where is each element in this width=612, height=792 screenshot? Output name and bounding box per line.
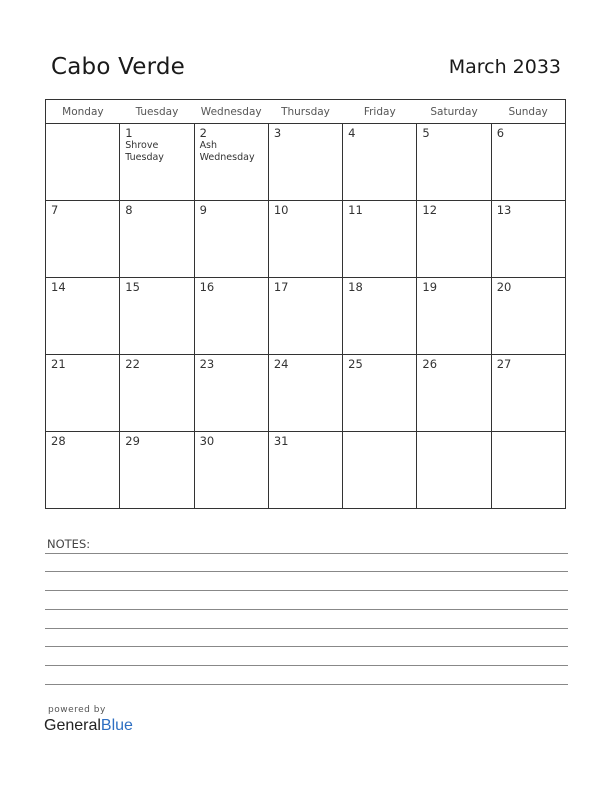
notes-label: NOTES: — [47, 537, 91, 551]
day-cell[interactable] — [268, 278, 342, 355]
day-number: 5 — [422, 126, 430, 140]
day-number: 7 — [51, 203, 59, 217]
day-number: 17 — [273, 280, 289, 294]
day-cell[interactable] — [343, 432, 417, 509]
day-number: 18 — [348, 280, 363, 294]
day-number: 1 — [125, 126, 133, 140]
note-line — [45, 646, 568, 647]
day-number: 2 — [199, 126, 207, 140]
day-cell[interactable] — [120, 355, 194, 432]
day-number: 12 — [422, 203, 438, 217]
weekday-wednesday: Wednesday — [194, 100, 268, 124]
day-number: 14 — [51, 280, 66, 294]
day-number: 21 — [51, 357, 66, 371]
day-cell[interactable] — [491, 278, 565, 355]
day-number: 3 — [273, 126, 282, 140]
day-number: 30 — [199, 434, 215, 448]
day-number: 8 — [125, 203, 133, 217]
day-number: 28 — [51, 434, 66, 448]
day-number: 24 — [273, 357, 289, 371]
day-cell[interactable] — [120, 124, 194, 201]
country-title: Cabo Verde — [51, 54, 186, 80]
weekday-monday: Monday — [46, 100, 120, 124]
day-number: 4 — [348, 126, 356, 140]
generalblue-logo[interactable] — [44, 717, 133, 735]
day-number: 26 — [422, 357, 438, 371]
weekday-thursday: Thursday — [268, 100, 342, 124]
day-number: 13 — [496, 203, 512, 217]
day-number: 15 — [125, 280, 140, 294]
day-number: 29 — [125, 434, 140, 448]
day-cell[interactable] — [120, 432, 194, 509]
day-cell[interactable] — [343, 201, 417, 278]
day-cell[interactable] — [268, 432, 342, 509]
week-row — [46, 432, 566, 509]
day-cell[interactable] — [491, 124, 565, 201]
day-cell[interactable] — [491, 201, 565, 278]
day-cell[interactable] — [194, 124, 268, 201]
day-cell[interactable] — [491, 432, 565, 509]
weekday-saturday: Saturday — [417, 100, 491, 124]
day-number: 31 — [273, 434, 289, 448]
note-line — [45, 590, 568, 591]
brand-general: General — [44, 717, 101, 734]
note-line — [45, 609, 568, 610]
weekday-sunday: Sunday — [491, 100, 565, 124]
weekday-tuesday: Tuesday — [120, 100, 194, 124]
day-cell[interactable] — [46, 432, 120, 509]
day-cell[interactable] — [46, 201, 120, 278]
note-line — [45, 628, 568, 629]
day-number: 27 — [496, 357, 512, 371]
note-line — [45, 571, 568, 572]
week-row — [46, 355, 566, 432]
day-cell[interactable] — [46, 278, 120, 355]
powered-by-text: powered by — [48, 705, 106, 715]
holiday-label: Shrove Tuesday — [125, 140, 164, 163]
day-cell[interactable] — [491, 355, 565, 432]
day-cell[interactable] — [194, 201, 268, 278]
day-number: 22 — [125, 357, 140, 371]
weekday-header-row — [46, 100, 566, 124]
brand-blue: Blue — [100, 717, 133, 734]
day-number: 20 — [496, 280, 512, 294]
day-cell[interactable] — [417, 124, 491, 201]
day-cell[interactable] — [417, 278, 491, 355]
day-cell[interactable] — [417, 355, 491, 432]
day-number: 9 — [199, 203, 207, 217]
day-cell[interactable] — [194, 432, 268, 509]
day-cell[interactable] — [417, 432, 491, 509]
calendar-grid — [45, 99, 566, 509]
day-number: 25 — [348, 357, 363, 371]
day-number: 11 — [348, 203, 363, 217]
week-row — [46, 278, 566, 355]
day-number: 23 — [199, 357, 215, 371]
day-cell[interactable] — [268, 124, 342, 201]
day-cell[interactable] — [268, 355, 342, 432]
day-cell[interactable] — [120, 278, 194, 355]
day-cell[interactable] — [268, 201, 342, 278]
day-cell[interactable] — [343, 124, 417, 201]
week-row — [46, 124, 566, 201]
month-year-title: March 2033 — [448, 56, 561, 78]
day-number: 6 — [496, 126, 505, 140]
day-number: 10 — [273, 203, 289, 217]
day-cell[interactable] — [120, 201, 194, 278]
week-row — [46, 201, 566, 278]
day-cell[interactable] — [194, 278, 268, 355]
weekday-friday: Friday — [343, 100, 417, 124]
day-number: 16 — [199, 280, 215, 294]
day-cell[interactable] — [417, 201, 491, 278]
day-number: 19 — [422, 280, 438, 294]
note-line — [45, 553, 568, 554]
note-line — [45, 684, 568, 685]
holiday-label: Ash Wednesday — [199, 140, 255, 163]
day-cell[interactable] — [46, 355, 120, 432]
day-cell[interactable] — [343, 355, 417, 432]
note-line — [45, 665, 568, 666]
day-cell[interactable] — [194, 355, 268, 432]
day-cell[interactable] — [46, 124, 120, 201]
day-cell[interactable] — [343, 278, 417, 355]
